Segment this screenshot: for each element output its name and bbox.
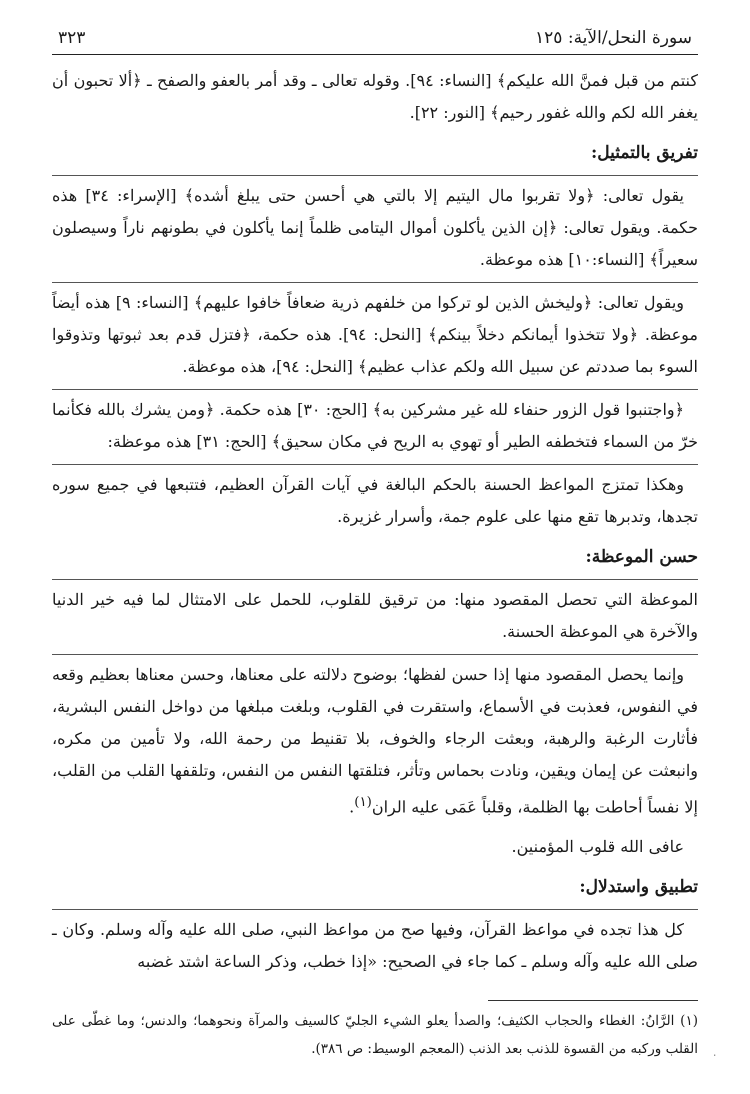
paragraph-application: كل هذا تجده في مواعظ القرآن، وفيها صح من مواعظ النبي، صلى الله عليه وآله وسلم. وكان ـ صلى الله عليه وآله وسلم ـ كما جاء في الصحيح: «إذا خطب، وذكر الساعة اشتد غضبه: [52, 909, 698, 978]
heading-tatbiq: تطبيق واستدلال:: [579, 877, 698, 898]
paragraph-explanation: [52, 654, 698, 823]
explanation-text: وإنما يحصل المقصود منها إذا حسن لفظها؛ بوضوح دلالته على معناها، وحسن معناها بعظيم وقعه في النفوس، فعذبت في الأسماع، واستقرت في القلوب، وبلغت مبلغها من دواخل النفس البشرية، فأثارت الرغبة والرهبة، وبعثت الرجاء والخوف، بلا تقنيط من رحمة الله، ولا تأمين من مكره، وانبعثت عن إيمان ويقين، ونادت بحماس وتأثر، فتلقتها النفس من النفس، وتلقفها القلب من القلب، إلا نفساً أحاطت بها الظلمة، وقلباً عَمَى عليه الران: [52, 665, 698, 817]
main-text: [52, 65, 698, 978]
explanation-end: .: [349, 797, 355, 817]
paragraph-summary: وهكذا تمتزج المواعظ الحسنة بالحكم البالغة في آيات القرآن العظيم، فتتبعها في جميع سوره تجدها، وتدبرها تقع منها على علوم جمة، وأسرار غزيرة.: [52, 464, 698, 533]
running-header: [52, 28, 698, 55]
paragraph-definition: الموعظة التي تحصل المقصود منها: من ترقيق للقلوب، للحمل على الامتثال لما فيه خير الدنيا والآخرة هي الموعظة الحسنة.: [52, 579, 698, 648]
margin-mark: ٠: [712, 1050, 718, 1061]
heading-husn-mawiza: حسن الموعظة:: [585, 547, 698, 567]
footnote: (١) الرَّانُ: الغطاء والحجاب الكثيف؛ والصدأ يعلو الشيء الجليّ كالسيف والمرآة ونحوهما؛ والدنس؛ وما غطّى على القلب وركبه من القسوة للذنب بعد الذنب (المعجم الوسيط: ص ٣٨٦).: [52, 1013, 698, 1058]
running-title: سورة النحل/الآية: ١٢٥: [535, 28, 692, 48]
paragraph-example-2: ويقول تعالى: ﴿وليخش الذين لو تركوا من خلفهم ذرية ضعافاً خافوا عليهم﴾ [النساء: ٩] هذه أيضاً موعظة. ﴿ولا تتخذوا أيمانكم دخلاً بينكم﴾ [النحل: ٩٤]. هذه حكمة، ﴿فتزل قدم بعد ثبوتها وتذوقوا السوء بما صددتم عن سبيل الله ولكم عذاب عظيم﴾ [النحل: ٩٤]، هذه موعظة.: [52, 282, 698, 383]
paragraph-example-3: ﴿واجتنبوا قول الزور حنفاء لله غير مشركين به﴾ [الحج: ٣٠] هذه حكمة. ﴿ومن يشرك بالله فكأنما خرّ من السماء فتخطفه الطير أو تهوي به الريح في مكان سحيق﴾ [الحج: ٣١] هذه موعظة:: [52, 389, 698, 458]
page-number: ٣٢٣: [58, 28, 86, 48]
footnote-ref: (١): [354, 795, 372, 810]
paragraph-continuation: كنتم من قبل فمنَّ الله عليكم﴾ [النساء: ٩٤]. وقوله تعالى ـ وقد أمر بالعفو والصفح ـ ﴿ألا تحبون أن يغفر الله لكم والله غفور رحيم﴾ [النور: ٢٢].: [52, 71, 699, 122]
footnote-divider: [488, 1000, 698, 1001]
heading-tafriq: تفريق بالتمثيل:: [591, 143, 698, 163]
paragraph-dua: عافى الله قلوب المؤمنين.: [511, 837, 684, 857]
paragraph-example-1: يقول تعالى: ﴿ولا تقربوا مال اليتيم إلا بالتي هي أحسن حتى يبلغ أشده﴾ [الإسراء: ٣٤] هذه حكمة. ويقول تعالى: ﴿إن الذين يأكلون أموال اليتامى ظلماً إنما يأكلون في بطونهم ناراً وسيصلون سعيراً﴾ [النساء:١٠] هذه موعظة.: [52, 175, 698, 276]
